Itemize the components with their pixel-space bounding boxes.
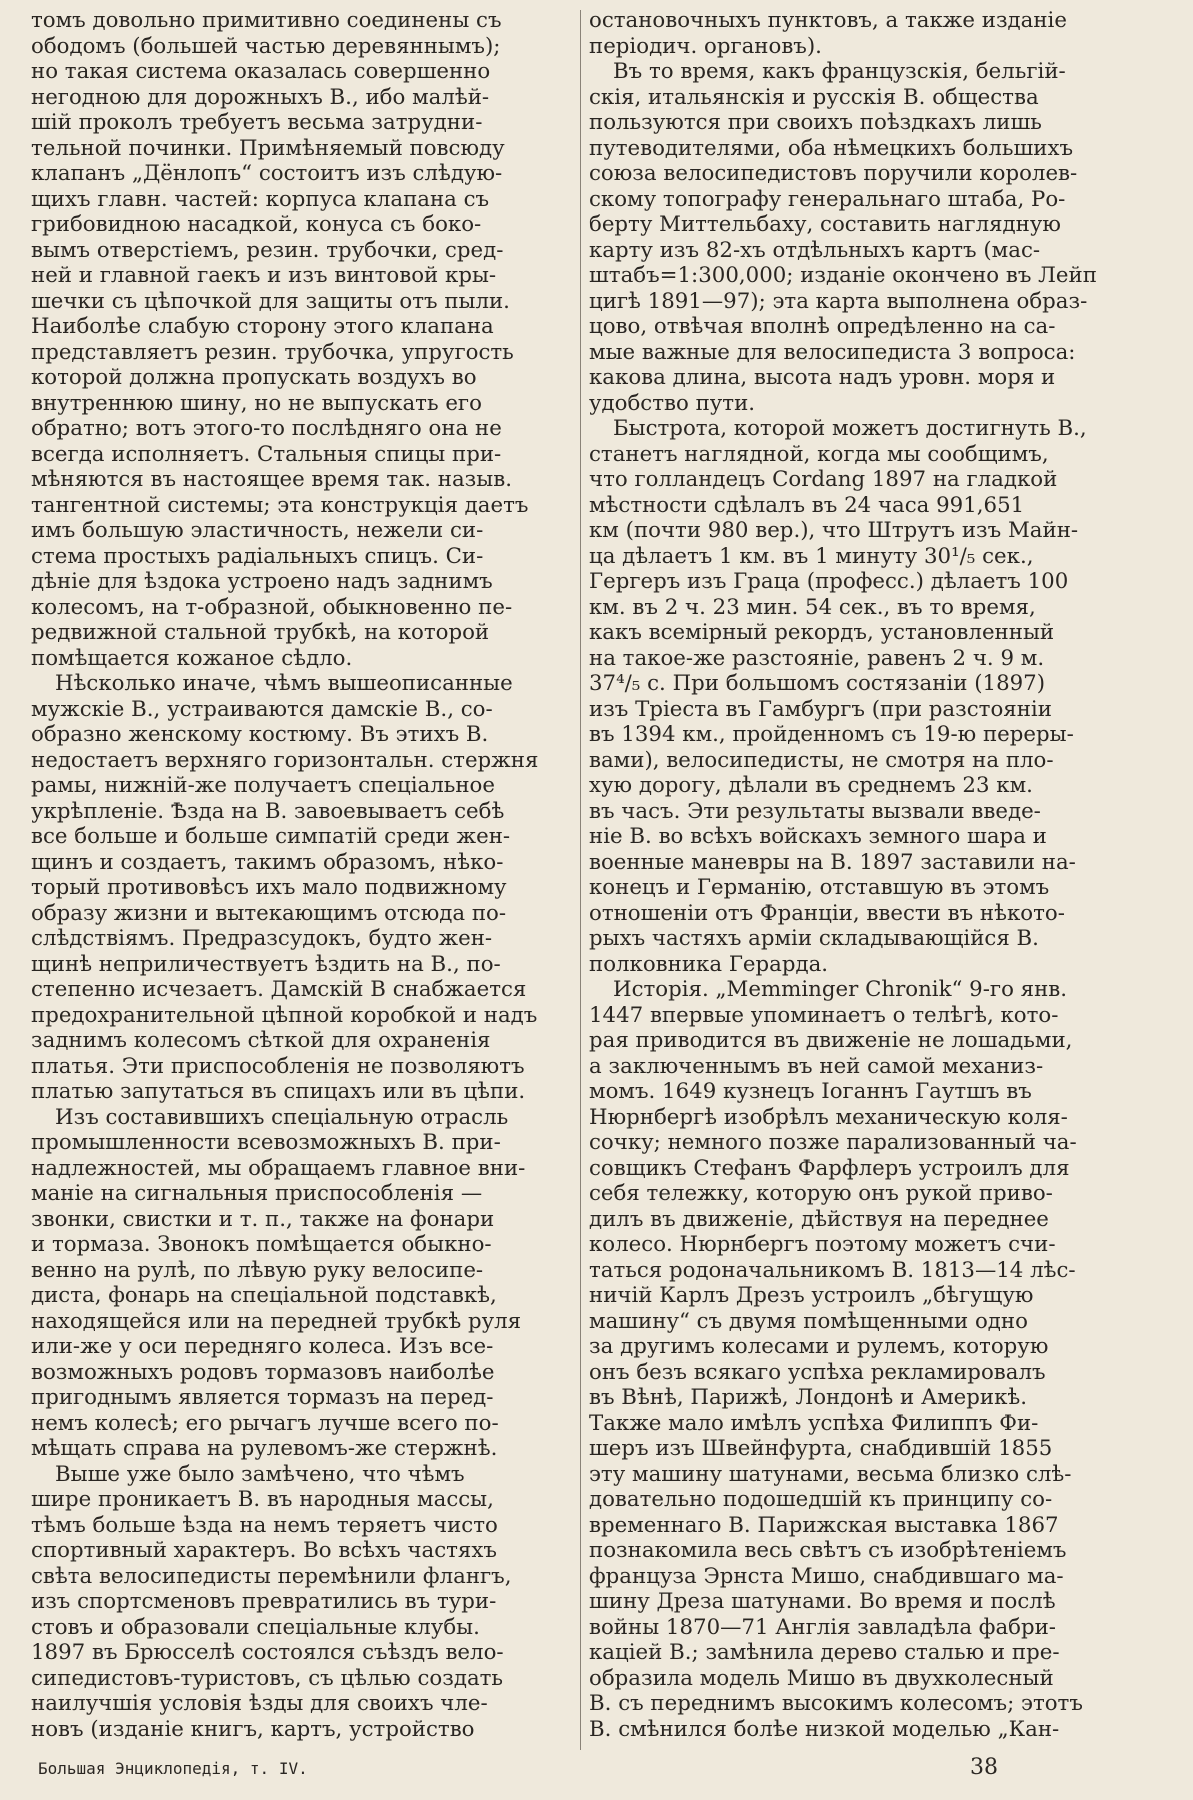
text-line: машину“ съ двумя помѣщенными одно <box>589 1308 1028 1334</box>
text-line: диста, фонарь на спеціальной подставкѣ, <box>31 1283 497 1308</box>
text-line: ничій Карлъ Дрезъ устроилъ „бѣгущую <box>589 1283 1034 1308</box>
text-line: В. съ переднимъ высокимъ колесомъ; этотъ <box>589 1691 1083 1716</box>
text-line: какова длина, высота надъ уровн. моря и <box>589 365 1056 390</box>
text-line: скія, итальянскія и русскія В. общества <box>589 84 1039 110</box>
text-line: немъ колесѣ; его рычагъ лучше всего по- <box>31 1410 499 1436</box>
text-line: въ часъ. Эти результаты вызвали введе- <box>589 798 1041 824</box>
text-line: таться родоначальникомъ В. 1813—14 лѣс- <box>589 1257 1076 1283</box>
text-line: 1447 впервые упоминаетъ о телѣгѣ, кото- <box>589 1002 1059 1028</box>
text-line: Нѣсколько иначе, чѣмъ вышеописанные <box>55 671 513 696</box>
text-line: штабъ=1:300,000; изданіе окончено въ Лейп <box>589 263 1097 288</box>
text-line: редвижной стальной трубкѣ, на которой <box>31 620 490 645</box>
text-line: шире проникаетъ В. въ народныя массы, <box>31 1487 494 1512</box>
text-line: союза велосипедистовъ поручили королев- <box>589 161 1078 186</box>
text-line: изъ спортсменовъ превратились въ тури- <box>31 1589 497 1614</box>
text-line: внутреннюю шину, но не выпускать его <box>31 390 482 416</box>
text-line: недостаетъ верхняго горизонтальн. стержня <box>31 747 539 773</box>
text-line: степенно исчезаетъ. Дамскій В снабжается <box>31 977 527 1002</box>
text-line: мѣняются въ настоящее время так. назыв. <box>31 467 512 492</box>
text-line: эту машину шатунами, весьма близко слѣ- <box>589 1461 1072 1487</box>
text-line: заднимъ колесомъ сѣткой для охраненія <box>31 1028 491 1053</box>
text-line: наилучшія условія ѣзды для своихъ чле- <box>31 1691 488 1716</box>
text-line: сочку; немного позже парализованный ча- <box>589 1130 1077 1155</box>
text-line: хую дорогу, дѣлали въ среднемъ 23 км. <box>589 773 1033 798</box>
text-line: Изъ составившихъ спеціальную отрасль <box>55 1104 509 1130</box>
text-line: В. смѣнился болѣе низкой моделью „Кан- <box>589 1716 1060 1742</box>
text-line: щинѣ неприличествуетъ ѣздить на В., по- <box>31 951 501 977</box>
text-line: совщикъ Стефанъ Фарфлеръ устроилъ для <box>589 1155 1070 1181</box>
text-line: возможныхъ родовъ тормазовъ наиболѣе <box>31 1359 495 1385</box>
text-line: довательно подошедшій къ принципу со- <box>589 1487 1053 1512</box>
column-divider <box>580 10 581 1750</box>
text-line: км (почти 980 вер.), что Штрутъ изъ Майн- <box>589 518 1079 543</box>
text-line: маніе на сигнальныя приспособленія — <box>31 1181 483 1206</box>
text-line: которой должна пропускать воздухъ во <box>31 365 477 390</box>
text-line: слѣдствіямъ. Предразсудокъ, будто жен- <box>31 926 493 951</box>
text-line: Гергеръ изъ Граца (професс.) дѣлаетъ 100 <box>589 569 1069 594</box>
text-line: звонки, свистки и т. п., также на фонари <box>31 1206 495 1232</box>
text-line: щинъ и создаетъ, такимъ образомъ, нѣко- <box>31 849 504 875</box>
text-line: 37⁴/₅ с. При большомъ состязаніи (1897) <box>589 671 1046 696</box>
text-line: торый противовѣсъ ихъ мало подвижному <box>31 875 507 900</box>
text-line: изъ Тріеста въ Гамбургъ (при разстояніи <box>589 696 1052 722</box>
text-line: онъ безъ всякаго успѣха рекламировалъ <box>589 1359 1046 1385</box>
text-line: мѣстности сдѣлалъ въ 24 часа 991,651 <box>589 492 1025 518</box>
text-line: стовъ и образовали спеціальные клубы. <box>31 1614 480 1640</box>
text-line: шину Дреза шатунами. Во время и послѣ <box>589 1589 1056 1614</box>
text-line: на такое-же разстояніе, равенъ 2 ч. 9 м. <box>589 645 1045 671</box>
text-line: щихъ главн. частей: корпуса клапана съ <box>31 186 490 212</box>
text-line: вымъ отверстіемъ, резин. трубочки, сред- <box>31 237 504 263</box>
text-line: мые важные для велосипедиста 3 вопроса: <box>589 339 1076 365</box>
text-line: карту изъ 82-хъ отдѣльныхъ картъ (мас- <box>589 237 1041 263</box>
text-line: за другимъ колесами и рулемъ, которую <box>589 1334 1049 1359</box>
text-line: Наиболѣе слабую сторону этого клапана <box>31 314 494 339</box>
text-line: томъ довольно примитивно соединены съ <box>31 8 502 33</box>
text-line: сипедистовъ-туристовъ, съ цѣлью создать <box>31 1665 504 1691</box>
text-line: а заключеннымъ въ ней самой механиз- <box>589 1053 1044 1079</box>
text-line: 1897 въ Брюсселѣ состоялся съѣздъ вело- <box>31 1640 504 1665</box>
text-line: представляетъ резин. трубочка, упругость <box>31 339 514 365</box>
text-line: конецъ и Германію, отставшую въ этомъ <box>589 875 1050 900</box>
text-line: станетъ наглядной, когда мы сообщимъ, <box>589 441 1049 467</box>
text-line: ободомъ (большей частью деревяннымъ); <box>31 33 501 59</box>
text-line: обратно; вотъ этого-то послѣдняго она не <box>31 416 502 441</box>
text-line: стема простыхъ радіальныхъ спицъ. Си- <box>31 543 484 569</box>
text-line: удобство пути. <box>589 390 756 416</box>
text-line: рыхъ частяхъ арміи складывающійся В. <box>589 926 1039 951</box>
text-line: войны 1870—71 Англія завладѣла фабри- <box>589 1614 1057 1640</box>
text-line: промышленности всевозможныхъ В. при- <box>31 1130 501 1155</box>
text-line: Быстрота, которой можетъ достигнуть В., <box>613 416 1087 441</box>
text-line: цигѣ 1891—97); эта карта выполнена образ- <box>589 288 1088 314</box>
text-line: свѣта велосипедисты перемѣнили флангъ, <box>31 1563 512 1589</box>
text-line: или-же у оси передняго колеса. Изъ все- <box>31 1334 494 1359</box>
text-line: имъ большую эластичность, нежели си- <box>31 518 484 543</box>
text-line: Выше уже было замѣчено, что чѣмъ <box>55 1461 465 1487</box>
text-line: отношеніи отъ Франціи, ввести въ нѣкото- <box>589 900 1065 926</box>
text-line: шеръ изъ Швейнфурта, снабдившій 1855 <box>589 1436 1053 1461</box>
text-line: колесо. Нюрнбергъ поэтому можетъ счи- <box>589 1232 1056 1257</box>
text-line: шій проколъ требуетъ весьма затрудни- <box>31 110 483 135</box>
text-line: мужскіе В., устраиваются дамскіе В., со- <box>31 696 493 722</box>
page-number: 38 <box>970 1755 998 1780</box>
text-line: себя тележку, которую онъ рукой приво- <box>589 1181 1053 1206</box>
text-line: періодич. органовъ). <box>589 33 822 59</box>
text-line: укрѣпленіе. Ѣзда на В. завоевываетъ себѣ <box>31 798 505 824</box>
text-line: познакомила весь свѣтъ съ изобрѣтеніемъ <box>589 1538 1067 1563</box>
text-line: находящейся или на передней трубкѣ руля <box>31 1308 522 1334</box>
text-line: пригоднымъ является тормазъ на перед- <box>31 1385 494 1410</box>
text-line: образу жизни и вытекающимъ отсюда по- <box>31 900 507 926</box>
text-line: цово, отвѣчая вполнѣ опредѣленно на са- <box>589 314 1056 339</box>
text-line: берту Миттельбаху, составить наглядную <box>589 212 1061 237</box>
text-line: тельной починки. Примѣняемый повсюду <box>31 135 505 161</box>
text-line: Исторія. „Memminger Chronik“ 9-го янв. <box>613 977 1068 1002</box>
text-line: ніе В. во всѣхъ войскахъ земного шара и <box>589 824 1047 849</box>
text-line: новъ (изданіе книгъ, картъ, устройство <box>31 1716 475 1742</box>
text-line: Въ то время, какъ французскія, бельгій- <box>613 59 1066 84</box>
text-line: негодною для дорожныхъ В., ибо малѣй- <box>31 84 490 110</box>
text-line: въ 1394 км., пройденномъ съ 19-ю переры- <box>589 722 1074 747</box>
right-column <box>589 8 1146 1742</box>
text-line: спортивный характеръ. Во всѣхъ частяхъ <box>31 1538 497 1563</box>
text-line: пользуются при своихъ поѣздкахъ лишь <box>589 110 1042 135</box>
text-line: скому топографу генеральнаго штаба, Ро- <box>589 186 1066 212</box>
text-line: военные маневры на В. 1897 заставили на- <box>589 849 1076 875</box>
text-line: тангентной системы; эта конструкція даетъ <box>31 492 529 518</box>
text-line: дѣніе для ѣздока устроено надъ заднимъ <box>31 569 493 594</box>
text-line: помѣщается кожаное сѣдло. <box>31 645 353 671</box>
text-line: надлежностей, мы обращаемъ главное вни- <box>31 1155 526 1181</box>
text-line: француза Эрнста Мишо, снабдившаго ма- <box>589 1563 1064 1589</box>
text-line: грибовидною насадкой, конуса съ боко- <box>31 212 482 237</box>
footer-source: Большая Энциклопедія, т. IV. <box>38 1759 308 1778</box>
text-line: рая приводится въ движеніе не лошадьми, <box>589 1028 1073 1053</box>
text-line: каціей В.; замѣнила дерево сталью и пре- <box>589 1640 1060 1665</box>
text-line: мѣщать справа на рулевомъ-же стержнѣ. <box>31 1436 498 1461</box>
text-line: и тормаза. Звонокъ помѣщается обыкно- <box>31 1232 492 1257</box>
text-line: платью запутаться въ спицахъ или въ цѣпи. <box>31 1079 526 1104</box>
text-line: дилъ въ движеніе, дѣйствуя на переднее <box>589 1206 1049 1232</box>
text-line: путеводителями, оба нѣмецкихъ большихъ <box>589 135 1074 161</box>
text-line: колесомъ, на т-образной, обыкновенно пе- <box>31 594 513 620</box>
text-line: что голландецъ Cordang 1897 на гладкой <box>589 467 1058 492</box>
text-line: полковника Герарда. <box>589 951 829 977</box>
text-line: образно женскому костюму. Въ этихъ В. <box>31 722 489 747</box>
text-line: временнаго В. Парижская выставка 1867 <box>589 1512 1059 1538</box>
text-line: рамы, нижній-же получаетъ спеціальное <box>31 773 495 798</box>
text-line: ней и главной гаекъ и изъ винтовой кры- <box>31 263 497 288</box>
left-column <box>31 8 571 1742</box>
text-line: всегда исполняетъ. Стальныя спицы при- <box>31 441 502 467</box>
text-line: тѣмъ больше ѣзда на немъ теряетъ чисто <box>31 1512 498 1538</box>
text-line: образила модель Мишо въ двухколесный <box>589 1665 1054 1691</box>
text-line: но такая система оказалась совершенно <box>31 59 491 84</box>
text-line: км. въ 2 ч. 23 мин. 54 сек., въ то время, <box>589 594 1036 620</box>
text-line: Нюрнбергѣ изобрѣлъ механическую коля- <box>589 1104 1068 1130</box>
text-line: вами), велосипедисты, не смотря на пло- <box>589 747 1054 773</box>
text-line: момъ. 1649 кузнецъ Іоганнъ Гаутшъ въ <box>589 1079 1032 1104</box>
text-line: шечки съ цѣпочкой для защиты отъ пыли. <box>31 288 510 314</box>
text-line: клапанъ „Дёнлопъ“ состоитъ изъ слѣдую- <box>31 161 503 186</box>
text-line: платья. Эти приспособленія не позволяютъ <box>31 1053 525 1079</box>
text-line: предохранительной цѣпной коробкой и надъ <box>31 1002 538 1028</box>
text-line: остановочныхъ пунктовъ, а также изданіе <box>589 8 1067 33</box>
text-line: въ Вѣнѣ, Парижѣ, Лондонѣ и Америкѣ. <box>589 1385 1027 1410</box>
text-line: все больше и больше симпатій среди жен- <box>31 824 511 849</box>
text-line: какъ всемірный рекордъ, установленный <box>589 620 1055 645</box>
text-line: Также мало имѣлъ успѣха Филиппъ Фи- <box>589 1410 1039 1436</box>
text-line: ца дѣлаетъ 1 км. въ 1 минуту 30¹/₅ сек., <box>589 543 1034 569</box>
text-line: венно на рулѣ, по лѣвую руку велосипе- <box>31 1257 484 1283</box>
